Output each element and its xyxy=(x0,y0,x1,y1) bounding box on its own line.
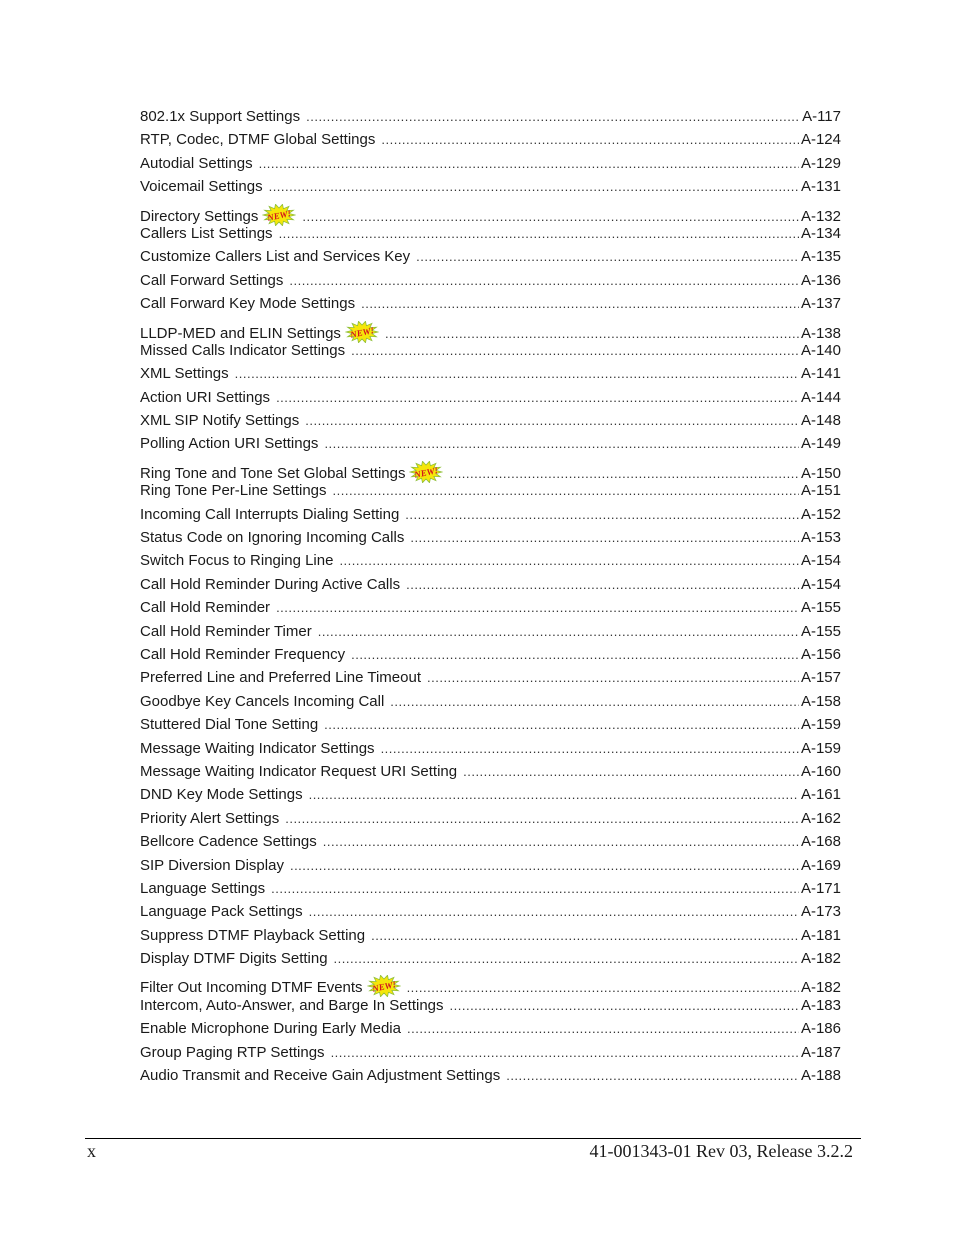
toc-entry-title: Call Forward Settings xyxy=(140,271,284,289)
svg-text:NEW!: NEW! xyxy=(413,464,440,480)
toc-entry[interactable] xyxy=(140,1017,841,1040)
toc-entry-page: A-186 xyxy=(800,1020,841,1038)
toc-entry-page: A-131 xyxy=(800,178,841,196)
toc-entry[interactable] xyxy=(140,526,841,549)
toc-entry-page: A-140 xyxy=(800,341,841,359)
new-starburst-icon xyxy=(367,975,401,997)
dot-leader xyxy=(339,549,799,572)
toc-entry-title: Language Settings xyxy=(140,879,266,897)
toc-entry-page: A-173 xyxy=(800,903,841,921)
toc-entry[interactable] xyxy=(140,830,841,853)
toc-entry-page: A-159 xyxy=(800,739,841,757)
toc-entry-title: Bellcore Cadence Settings xyxy=(140,833,317,851)
toc-entry-title: Voicemail Settings xyxy=(140,178,263,196)
toc-entry[interactable] xyxy=(140,128,841,151)
toc-entry[interactable] xyxy=(140,854,841,877)
toc-entry-title: Ring Tone Per-Line Settings xyxy=(140,482,327,500)
toc-entry-title: Status Code on Ignoring Incoming Calls xyxy=(140,529,405,547)
toc-entry-page: A-168 xyxy=(800,833,841,851)
dot-leader xyxy=(407,1017,799,1040)
dot-leader xyxy=(290,854,799,877)
footer-page-number: x xyxy=(87,1141,96,1161)
dot-leader xyxy=(309,783,799,806)
dot-leader xyxy=(405,503,799,526)
toc-entry-page: A-144 xyxy=(800,388,841,406)
toc-entry[interactable] xyxy=(140,503,841,526)
toc-entry[interactable] xyxy=(140,947,841,970)
toc-entry[interactable] xyxy=(140,362,841,385)
toc-entry-page: A-169 xyxy=(800,856,841,874)
toc-entry[interactable] xyxy=(140,409,841,432)
toc-entry-title: Intercom, Auto-Answer, and Barge In Settings xyxy=(140,996,444,1014)
toc-entry-page: A-182 xyxy=(800,979,841,997)
toc-entry[interactable] xyxy=(140,1064,841,1087)
dot-leader xyxy=(269,175,799,198)
toc-entry[interactable] xyxy=(140,339,841,362)
dot-leader xyxy=(235,362,799,385)
toc-entry-page: A-138 xyxy=(800,324,841,342)
toc-entry-title: Preferred Line and Preferred Line Timeout xyxy=(140,669,421,687)
toc-entry-page: A-187 xyxy=(800,1043,841,1061)
toc-entry[interactable] xyxy=(140,1041,841,1064)
dot-leader xyxy=(450,994,799,1017)
toc-entry-page: A-132 xyxy=(800,207,841,225)
dot-leader xyxy=(324,432,799,455)
toc-entry-title: Callers List Settings xyxy=(140,224,273,242)
toc-entry-page: A-137 xyxy=(800,295,841,313)
toc-entry-title: Call Hold Reminder Timer xyxy=(140,622,312,640)
toc-entry[interactable] xyxy=(140,152,841,175)
toc-entry-title: Language Pack Settings xyxy=(140,903,303,921)
toc-entry-title: Customize Callers List and Services Key xyxy=(140,248,411,266)
toc-entry-title: Message Waiting Indicator Request URI Setting xyxy=(140,762,458,780)
toc-entry-title: XML SIP Notify Settings xyxy=(140,412,300,430)
dot-leader xyxy=(381,128,799,151)
toc-entry-title: Missed Calls Indicator Settings xyxy=(140,341,346,359)
dot-leader xyxy=(323,830,799,853)
toc-entry-title: SIP Diversion Display xyxy=(140,856,284,874)
toc-entry-page: A-129 xyxy=(800,154,841,172)
dot-leader xyxy=(334,947,799,970)
toc-entry-page: A-153 xyxy=(800,529,841,547)
toc-entry[interactable] xyxy=(140,386,841,409)
dot-leader xyxy=(351,643,799,666)
toc-entry-page: A-149 xyxy=(800,435,841,453)
toc-entry-page: A-182 xyxy=(800,950,841,968)
toc-entry-title: Incoming Call Interrupts Dialing Setting xyxy=(140,505,400,523)
toc-entry[interactable] xyxy=(140,269,841,292)
toc-entry-page: A-141 xyxy=(800,365,841,383)
dot-leader xyxy=(285,807,799,830)
dot-leader xyxy=(416,245,799,268)
toc-entry-title: LLDP-MED and ELIN Settings xyxy=(140,324,341,342)
dot-leader xyxy=(271,877,799,900)
toc-entry-page: A-162 xyxy=(800,809,841,827)
toc-entry-title: Filter Out Incoming DTMF Events xyxy=(140,979,363,997)
toc-entry-title: Call Forward Key Mode Settings xyxy=(140,295,356,313)
dot-leader xyxy=(371,924,799,947)
toc-entry[interactable] xyxy=(140,596,841,619)
footer-document-id: 41-001343-01 Rev 03, Release 3.2.2 xyxy=(589,1141,853,1161)
toc-entry[interactable] xyxy=(140,877,841,900)
toc-entry-title: Polling Action URI Settings xyxy=(140,435,319,453)
dot-leader xyxy=(361,292,799,315)
toc-entry[interactable] xyxy=(140,199,841,225)
toc-entry[interactable] xyxy=(140,573,841,596)
dot-leader xyxy=(259,152,799,175)
toc-entry-page: A-148 xyxy=(800,412,841,430)
dot-leader xyxy=(289,269,799,292)
toc-entry-title: Audio Transmit and Receive Gain Adjustment Settings xyxy=(140,1067,501,1085)
toc-entry-page: A-159 xyxy=(800,716,841,734)
toc-entry-title: Call Hold Reminder Frequency xyxy=(140,645,346,663)
new-starburst-icon xyxy=(345,321,379,343)
toc-entry[interactable] xyxy=(140,456,841,482)
toc-entry-title: Suppress DTMF Playback Setting xyxy=(140,926,366,944)
toc-entry[interactable] xyxy=(140,666,841,689)
toc-entry[interactable] xyxy=(140,924,841,947)
toc-entry-page: A-188 xyxy=(800,1067,841,1085)
toc-entry-title: Call Hold Reminder xyxy=(140,599,271,617)
toc-entry-page: A-155 xyxy=(800,622,841,640)
dot-leader xyxy=(305,409,799,432)
toc-entry[interactable] xyxy=(140,737,841,760)
dot-leader xyxy=(279,222,799,245)
toc-entry-title: XML Settings xyxy=(140,365,229,383)
toc-entry-title: RTP, Codec, DTMF Global Settings xyxy=(140,131,376,149)
toc-entry-title: 802.1x Support Settings xyxy=(140,108,301,125)
toc-entry-page: A-117 xyxy=(802,108,841,125)
dot-leader xyxy=(318,620,799,643)
toc-entry-page: A-150 xyxy=(800,464,841,482)
toc-entry-page: A-151 xyxy=(800,482,841,500)
svg-text:NEW!: NEW! xyxy=(266,207,293,223)
footer-divider xyxy=(85,1138,861,1139)
toc-entry-title: DND Key Mode Settings xyxy=(140,786,303,804)
toc-entry[interactable] xyxy=(140,900,841,923)
toc-entry-title: Autodial Settings xyxy=(140,154,253,172)
toc-entry[interactable] xyxy=(140,432,841,455)
dot-leader xyxy=(506,1064,799,1087)
toc-entry-page: A-134 xyxy=(800,224,841,242)
toc-entry[interactable] xyxy=(140,994,841,1017)
toc-entry-page: A-156 xyxy=(800,645,841,663)
toc-entry[interactable] xyxy=(140,175,841,198)
dot-leader xyxy=(381,737,799,760)
toc-entry[interactable] xyxy=(140,690,841,713)
dot-leader xyxy=(410,526,799,549)
dot-leader xyxy=(309,900,799,923)
dot-leader xyxy=(306,105,800,128)
dot-leader xyxy=(351,339,799,362)
toc-entry-title: Goodbye Key Cancels Incoming Call xyxy=(140,692,385,710)
toc-entry-page: A-183 xyxy=(800,996,841,1014)
dot-leader xyxy=(463,760,799,783)
new-starburst-icon xyxy=(409,461,443,483)
toc-entry-page: A-136 xyxy=(800,271,841,289)
toc-entry-page: A-155 xyxy=(800,599,841,617)
toc-entry[interactable] xyxy=(140,222,841,245)
toc-entry-title: Ring Tone and Tone Set Global Settings xyxy=(140,464,406,482)
toc-entry[interactable] xyxy=(140,807,841,830)
toc-entry[interactable] xyxy=(140,479,841,502)
toc-entry[interactable] xyxy=(140,643,841,666)
toc-entry[interactable] xyxy=(140,105,841,128)
toc-entry-page: A-124 xyxy=(800,131,841,149)
toc-entry-title: Enable Microphone During Early Media xyxy=(140,1020,401,1038)
dot-leader xyxy=(331,1041,799,1064)
dot-leader xyxy=(276,386,799,409)
toc-entry-title: Display DTMF Digits Setting xyxy=(140,950,328,968)
toc-entry-page: A-135 xyxy=(800,248,841,266)
toc-entry[interactable] xyxy=(140,292,841,315)
toc-entry-title: Group Paging RTP Settings xyxy=(140,1043,325,1061)
toc-entry-page: A-154 xyxy=(800,552,841,570)
dot-leader xyxy=(324,713,799,736)
toc-entry-page: A-171 xyxy=(800,879,841,897)
svg-text:NEW!: NEW! xyxy=(370,979,397,995)
toc-entry-title: Switch Focus to Ringing Line xyxy=(140,552,334,570)
toc-entry-title: Call Hold Reminder During Active Calls xyxy=(140,575,401,593)
toc-entry[interactable] xyxy=(140,620,841,643)
dot-leader xyxy=(276,596,799,619)
toc-entry-title: Stuttered Dial Tone Setting xyxy=(140,716,319,734)
dot-leader xyxy=(390,690,799,713)
toc-entry-page: A-181 xyxy=(800,926,841,944)
toc-entry[interactable] xyxy=(140,316,841,342)
toc-entry-title: Message Waiting Indicator Settings xyxy=(140,739,375,757)
toc-entry-page: A-154 xyxy=(800,575,841,593)
new-starburst-icon xyxy=(262,204,296,226)
toc-entry-page: A-157 xyxy=(800,669,841,687)
toc-entry-page: A-161 xyxy=(800,786,841,804)
toc-entry-page: A-160 xyxy=(800,762,841,780)
toc-entry[interactable] xyxy=(140,970,841,997)
dot-leader xyxy=(333,479,799,502)
toc-entry-page: A-158 xyxy=(800,692,841,710)
toc-entry[interactable] xyxy=(140,549,841,572)
toc-entry[interactable] xyxy=(140,783,841,806)
dot-leader xyxy=(427,666,799,689)
dot-leader xyxy=(406,573,799,596)
toc-entry-title: Action URI Settings xyxy=(140,388,271,406)
toc-entry[interactable] xyxy=(140,760,841,783)
toc-entry-page: A-152 xyxy=(800,505,841,523)
toc-entry-title: Priority Alert Settings xyxy=(140,809,280,827)
toc-entry[interactable] xyxy=(140,245,841,268)
table-of-contents xyxy=(140,105,841,1087)
toc-entry-title: Directory Settings xyxy=(140,207,259,225)
svg-text:NEW!: NEW! xyxy=(349,324,375,340)
toc-entry[interactable] xyxy=(140,713,841,736)
